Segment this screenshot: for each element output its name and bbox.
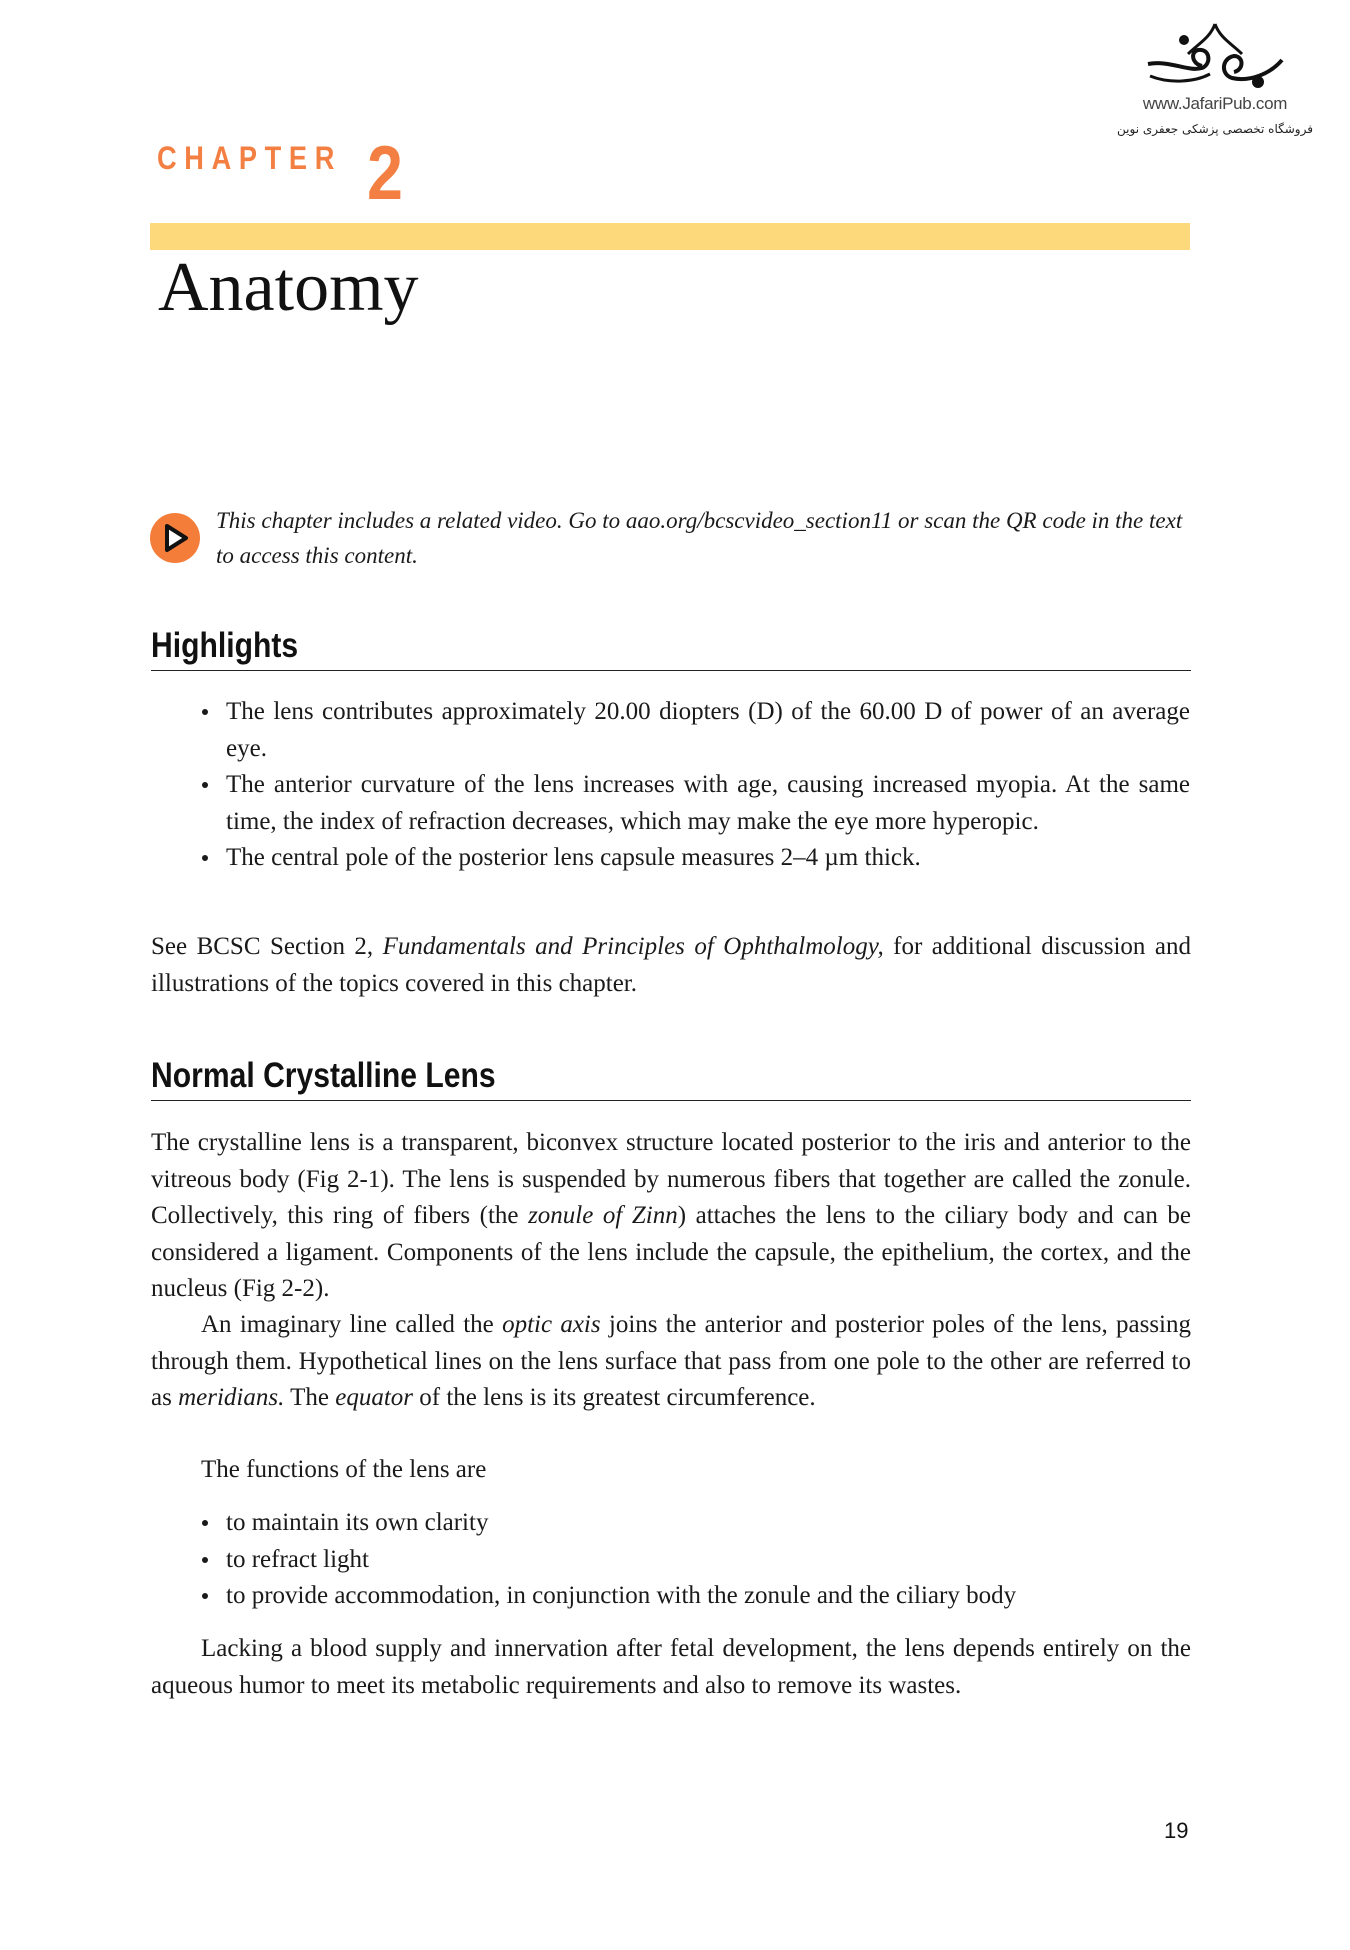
list-item-text: The lens contributes approximately 20.00 diopters (D) of the 60.00 D of power of an average eye. xyxy=(226,698,1190,762)
list-item-text: to provide accommodation, in conjunction with the zonule and the ciliary body xyxy=(226,1582,1017,1609)
chapter-title-bar xyxy=(150,223,1190,250)
text-run: of the lens is its greatest circumference. xyxy=(413,1384,816,1411)
bullet-icon xyxy=(202,855,208,861)
list-item xyxy=(202,1505,1190,1542)
publisher-watermark xyxy=(1100,20,1330,150)
bullet-icon xyxy=(202,1520,208,1526)
text-run: ) attaches the lens to the ciliary body and can be considered a ligament. Components of the lens include the capsule, the epithelium, the cortex, and the nucleus (Fig 2-2). xyxy=(151,1202,1192,1302)
body-paragraph xyxy=(151,1307,1191,1417)
bullet-icon xyxy=(202,1593,208,1599)
publisher-url: www.JafariPub.com xyxy=(1142,94,1288,113)
term-meridians: meridians. xyxy=(178,1384,285,1411)
highlights-heading xyxy=(151,626,1191,671)
text-run: An imaginary line called the xyxy=(201,1311,503,1338)
publisher-logo-icon xyxy=(1140,20,1290,96)
list-item xyxy=(202,767,1190,840)
chapter-word: CHAPTER xyxy=(157,140,343,176)
page-number: 19 xyxy=(1164,1818,1189,1843)
see-also-prefix: See BCSC Section 2, xyxy=(151,933,383,960)
see-also-suffix: for additional discussion and illustrations of the topics covered in this chapter. xyxy=(151,933,1191,997)
functions-list xyxy=(202,1505,1190,1615)
functions-intro: The functions of the lens are xyxy=(201,1456,487,1483)
chapter-title: Anatomy xyxy=(158,249,419,326)
publisher-tagline: فروشگاه تخصصی پزشکی جعفری نوین xyxy=(1117,122,1313,136)
bullet-icon xyxy=(202,709,208,715)
text-run: The xyxy=(284,1384,336,1411)
highlights-heading-text: Highlights xyxy=(151,626,299,665)
see-also-paragraph xyxy=(151,929,1191,1002)
list-item-text: The central pole of the posterior lens capsule measures 2–4 µm thick. xyxy=(226,844,921,871)
body-paragraph: Lacking a blood supply and innervation after fetal development, the lens depends entirely on the aqueous humor to meet its metabolic requirements and also to remove its wastes. xyxy=(151,1635,1191,1699)
video-note-text: This chapter includes a related video. Go to aao.org/bcscvideo_section11 or scan the QR code in the text to access this content. xyxy=(216,508,1183,568)
term-optic-axis: optic axis xyxy=(502,1311,601,1338)
body-paragraph xyxy=(151,1125,1191,1308)
list-item xyxy=(202,1542,1190,1579)
normal-lens-heading-text: Normal Crystalline Lens xyxy=(151,1056,496,1095)
list-item-text: to maintain its own clarity xyxy=(226,1509,489,1536)
highlights-list xyxy=(202,694,1190,877)
chapter-label xyxy=(157,131,403,216)
term-zonule-of-zinn: zonule of Zinn xyxy=(528,1202,678,1229)
text-run: The crystalline lens is a transparent, biconvex structure located posterior to the iris and anterior to the vitreous body (Fig 2-1). The lens is suspended by numerous fibers that together are called the zonule. Collectively, this ring of fibers (the xyxy=(151,1129,1191,1229)
bullet-icon xyxy=(202,782,208,788)
text-run: joins the anterior and posterior poles of the lens, passing through them. Hypothetical lines on the lens surface that pass from one pole to the other are referred to as xyxy=(151,1311,1191,1411)
bullet-icon xyxy=(202,1557,208,1563)
normal-lens-heading xyxy=(151,1056,1191,1101)
play-video-icon[interactable] xyxy=(150,513,200,563)
list-item xyxy=(202,694,1190,767)
list-item-text: The anterior curvature of the lens increases with age, causing increased myopia. At the same time, the index of refraction decreases, which may make the eye more hyperopic. xyxy=(226,771,1190,835)
term-equator: equator xyxy=(335,1384,414,1411)
chapter-number: 2 xyxy=(367,131,403,216)
list-item xyxy=(202,1578,1190,1615)
list-item-text: to refract light xyxy=(226,1545,369,1573)
list-item xyxy=(202,840,1190,877)
see-also-book-title: Fundamentals and Principles of Ophthalmology, xyxy=(382,933,884,960)
